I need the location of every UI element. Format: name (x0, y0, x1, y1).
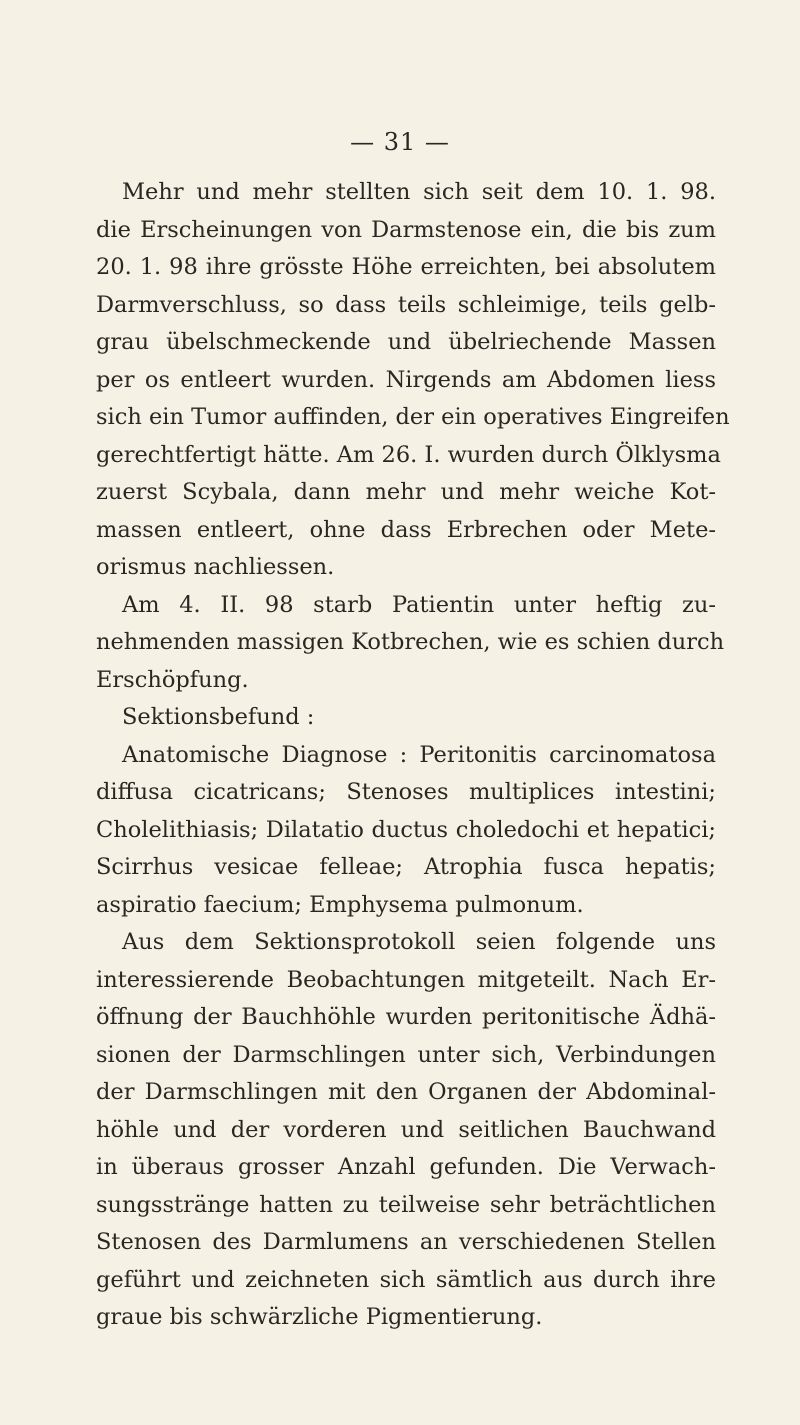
text-line: in überaus grosser Anzahl gefunden. Die Verwach- (96, 1154, 716, 1180)
text-line: Anatomische Diagnose : Peritonitis carcinomatosa (122, 741, 716, 768)
text-line: Aus dem Sektionsprotokoll seien folgende uns (122, 929, 716, 955)
text-line: Mehr und mehr stellten sich seit dem 10. 1. 98. (122, 179, 716, 205)
text-line: Sektionsbefund : (122, 704, 315, 730)
text-line: höhle und der vorderen und seitlichen Bauchwand (96, 1116, 716, 1143)
text-line: sungsstränge hatten zu teilweise sehr beträchtlichen (96, 1191, 716, 1218)
text-line: Am 4. II. 98 starb Patientin unter heftig zu- (122, 591, 716, 618)
text-line: interessierende Beobachtungen mitgeteilt. Nach Er- (96, 966, 716, 993)
text-line: graue bis schwärzliche Pigmentierung. (96, 1304, 543, 1330)
text-line: Scirrhus vesicae felleae; Atrophia fusca hepatis; (96, 854, 716, 880)
text-line: geführt und zeichneten sich sämtlich aus durch ihre (96, 1266, 716, 1293)
text-line: der Darmschlingen mit den Organen der Abdominal- (96, 1079, 716, 1105)
text-line: gerechtfertigt hätte. Am 26. I. wurden durch Ölklysma (96, 441, 721, 468)
body-text (96, 174, 730, 1337)
text-line: sich ein Tumor auffinden, der ein operatives Eingreifen (96, 404, 730, 430)
text-line: Darmverschluss, so dass teils schleimige, teils gelb- (96, 291, 716, 318)
text-line: sionen der Darmschlingen unter sich, Verbindungen (96, 1041, 716, 1068)
text-line: massen entleert, ohne dass Erbrechen oder Mete- (96, 516, 716, 543)
text-line: Cholelithiasis; Dilatatio ductus choledochi et hepatici; (96, 816, 716, 843)
text-line: Stenosen des Darmlumens an verschiedenen Stellen (96, 1229, 716, 1255)
text-line: per os entleert wurden. Nirgends am Abdomen liess (96, 366, 716, 393)
text-line: 20. 1. 98 ihre grösste Höhe erreichten, bei absolutem (96, 254, 716, 280)
text-line: nehmenden massigen Kotbrechen, wie es schien durch (96, 629, 725, 655)
text-line: orismus nachliessen. (96, 554, 335, 580)
text-line: zuerst Scybala, dann mehr und mehr weiche Kot- (96, 479, 716, 505)
text-line: diffusa cicatricans; Stenoses multiplices intestini; (96, 779, 716, 805)
text-line: grau übelschmeckende und übelriechende Massen (96, 329, 716, 355)
text-line: öffnung der Bauchhöhle wurden peritonitische Ädhä- (96, 1004, 716, 1030)
text-line: Erschöpfung. (96, 666, 249, 693)
page-number: — 31 — (350, 128, 450, 156)
text-line: aspiratio faecium; Emphysema pulmonum. (96, 891, 584, 918)
text-line: die Erscheinungen von Darmstenose ein, die bis zum (96, 216, 716, 243)
